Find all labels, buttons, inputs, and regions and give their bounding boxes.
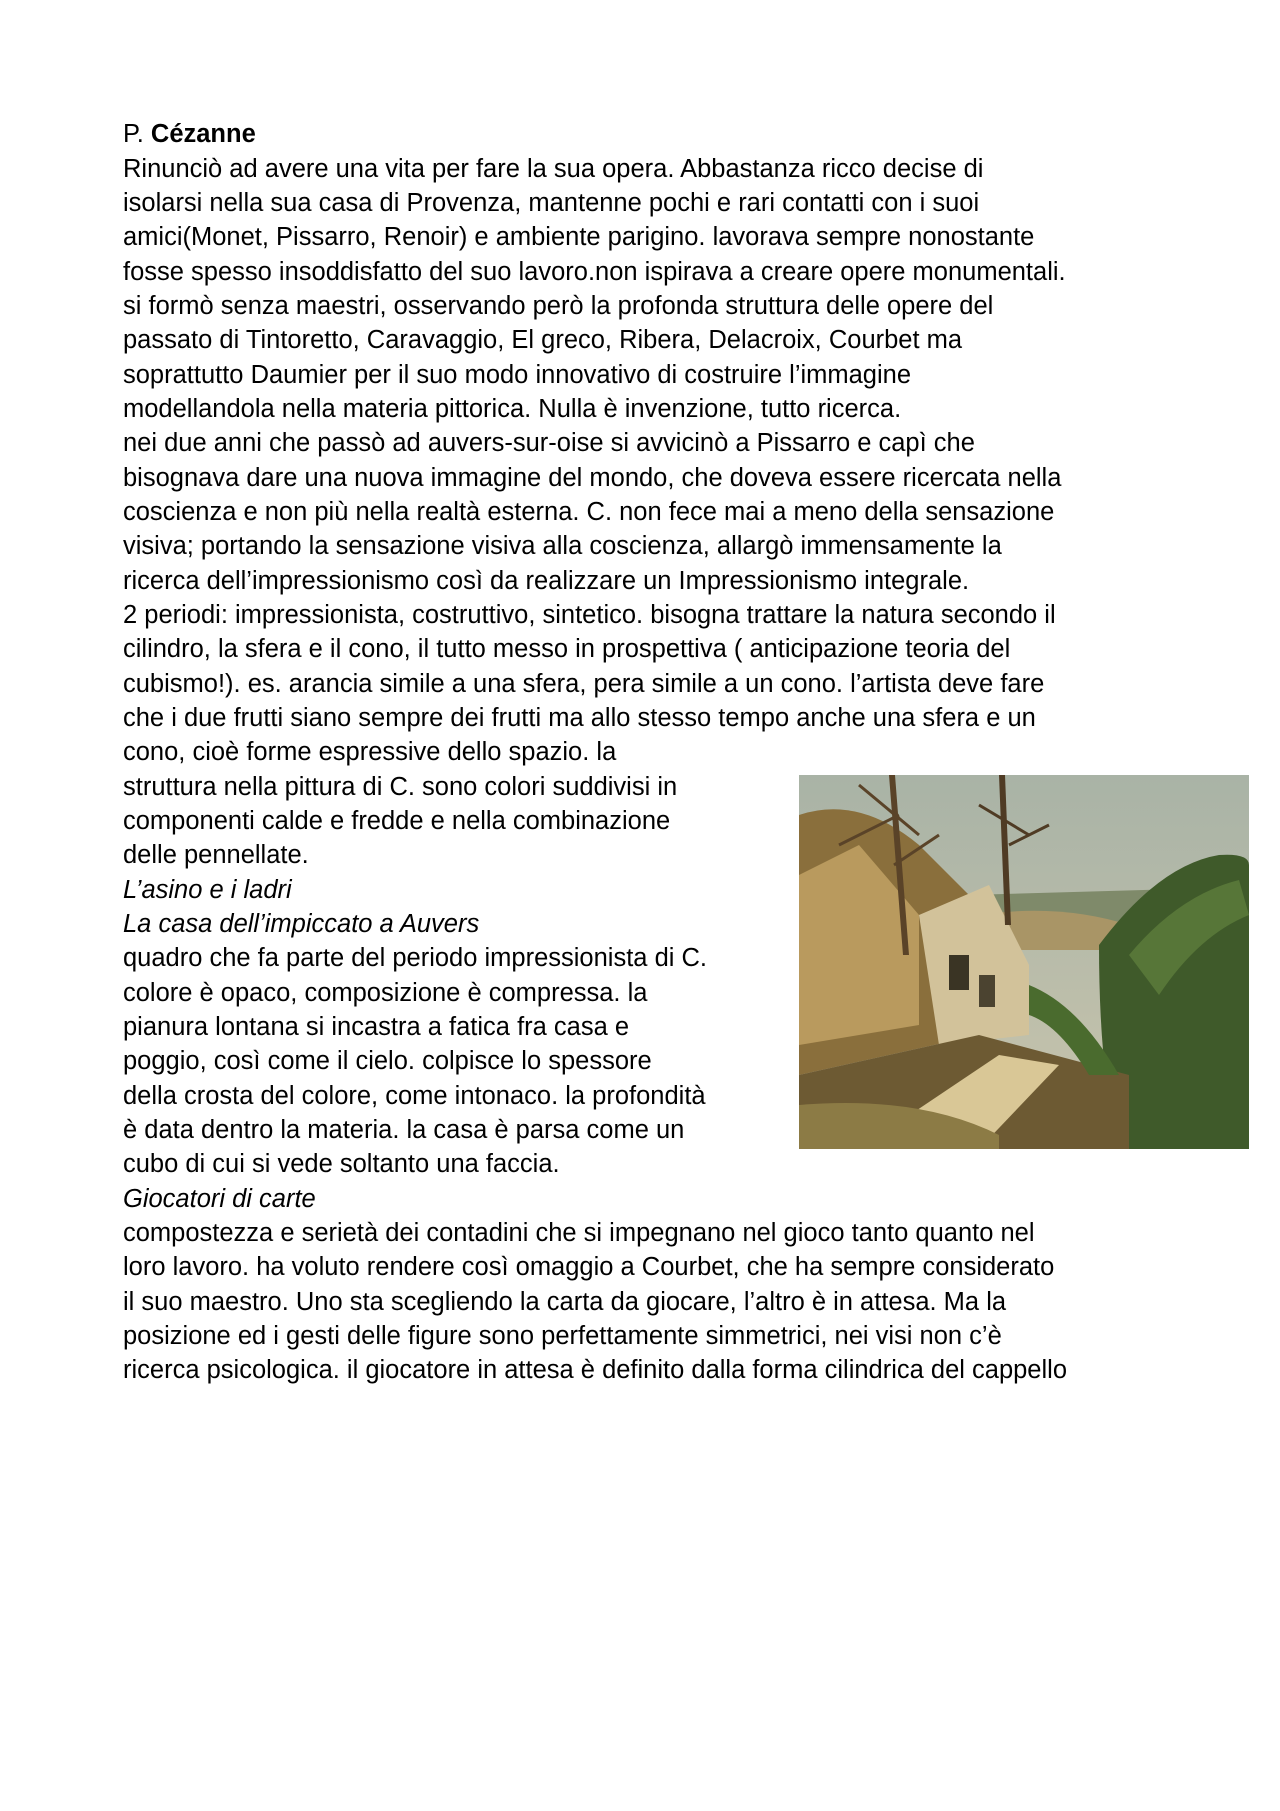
text-line: che i due frutti siano sempre dei frutti ma allo stesso tempo anche una sfera e un bbox=[123, 704, 1036, 732]
text-line: pianura lontana si incastra a fatica fra casa e bbox=[123, 1013, 630, 1041]
text-line: soprattutto Daumier per il suo modo innovativo di costruire l’immagine bbox=[123, 361, 912, 389]
text-line: amici(Monet, Pissarro, Renoir) e ambiente parigino. lavorava sempre nonostante bbox=[123, 223, 1035, 251]
text-line: ricerca dell’impressionismo così da realizzare un Impressionismo integrale. bbox=[123, 567, 970, 595]
text-line: struttura nella pittura di C. sono colori suddivisi in bbox=[123, 773, 678, 801]
artwork-title: La casa dell’impiccato a Auvers bbox=[123, 910, 480, 938]
text-line: il suo maestro. Uno sta scegliendo la carta da giocare, l’altro è in attesa. Ma la bbox=[123, 1288, 1007, 1316]
artwork-title: L’asino e i ladri bbox=[123, 876, 292, 904]
text-line: coscienza e non più nella realtà esterna. C. non fece mai a meno della sensazione bbox=[123, 498, 1055, 526]
artwork-title: Giocatori di carte bbox=[123, 1185, 316, 1213]
text-line: cubo di cui si vede soltanto una faccia. bbox=[123, 1150, 560, 1178]
text-line: quadro che fa parte del periodo impressionista di C. bbox=[123, 944, 707, 972]
painting-image bbox=[799, 775, 1249, 1149]
title-prefix: P. bbox=[123, 120, 144, 148]
text-line: compostezza e serietà dei contadini che si impegnano nel gioco tanto quanto nel bbox=[123, 1219, 1035, 1247]
text-line: si formò senza maestri, osservando però la profonda struttura delle opere del bbox=[123, 292, 994, 320]
text-line: fosse spesso insoddisfatto del suo lavoro.non ispirava a creare opere monumentali. bbox=[123, 258, 1066, 286]
text-line: 2 periodi: impressionista, costruttivo, sintetico. bisogna trattare la natura secondo il bbox=[123, 601, 1056, 629]
text-line: componenti calde e fredde e nella combinazione bbox=[123, 807, 671, 835]
text-line: cubismo!). es. arancia simile a una sfera, pera simile a un cono. l’artista deve fare bbox=[123, 670, 1045, 698]
text-line: visiva; portando la sensazione visiva alla coscienza, allargò immensamente la bbox=[123, 532, 1002, 560]
text-line: modellandola nella materia pittorica. Nulla è invenzione, tutto ricerca. bbox=[123, 395, 902, 423]
text-line: è data dentro la materia. la casa è parsa come un bbox=[123, 1116, 685, 1144]
text-line: nei due anni che passò ad auvers-sur-oise si avvicinò a Pissarro e capì che bbox=[123, 429, 975, 457]
text-line: cilindro, la sfera e il cono, il tutto messo in prospettiva ( anticipazione teoria del bbox=[123, 635, 1011, 663]
text-line: Rinunciò ad avere una vita per fare la sua opera. Abbastanza ricco decise di bbox=[123, 155, 984, 183]
document-title bbox=[123, 117, 256, 151]
title-name: Cézanne bbox=[150, 120, 256, 148]
text-line: ricerca psicologica. il giocatore in attesa è definito dalla forma cilindrica del cappello bbox=[123, 1356, 1067, 1384]
text-line: cono, cioè forme espressive dello spazio. la bbox=[123, 738, 617, 766]
text-line: passato di Tintoretto, Caravaggio, El greco, Ribera, Delacroix, Courbet ma bbox=[123, 326, 963, 354]
text-line: isolarsi nella sua casa di Provenza, mantenne pochi e rari contatti con i suoi bbox=[123, 189, 980, 217]
text-line: poggio, così come il cielo. colpisce lo spessore bbox=[123, 1047, 652, 1075]
text-line: colore è opaco, composizione è compressa. la bbox=[123, 979, 648, 1007]
text-line: bisognava dare una nuova immagine del mondo, che doveva essere ricercata nella bbox=[123, 464, 1062, 492]
text-line: delle pennellate. bbox=[123, 841, 309, 869]
text-line: della crosta del colore, come intonaco. la profondità bbox=[123, 1082, 706, 1110]
text-line: loro lavoro. ha voluto rendere così omaggio a Courbet, che ha sempre considerato bbox=[123, 1253, 1055, 1281]
text-line: posizione ed i gesti delle figure sono perfettamente simmetrici, nei visi non c’è bbox=[123, 1322, 1002, 1350]
